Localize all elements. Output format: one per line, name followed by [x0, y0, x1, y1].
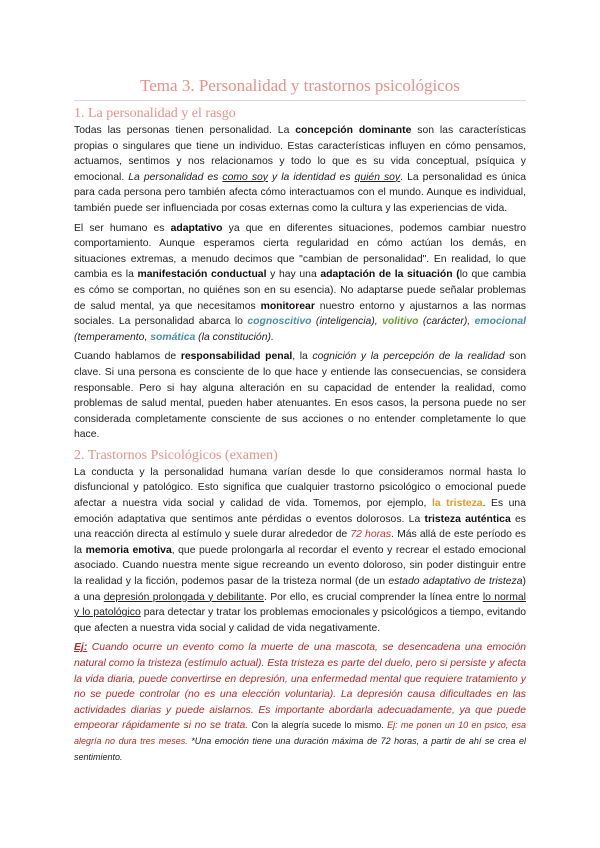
term-emocional: emocional	[474, 316, 526, 328]
term-responsabilidad-penal: responsabilidad penal	[180, 351, 293, 363]
term-volitivo: volitivo	[382, 316, 419, 328]
term-72-horas: 72 horas	[350, 529, 392, 541]
term-memoria-emotiva: memoria emotiva	[85, 544, 172, 556]
term-monitorear: monitorear	[260, 300, 315, 312]
section-1-paragraph-2: El ser humano es adaptativo ya que en diferentes situaciones, podemos cambiar nuestro comportamiento. Aunque esperamos cierta regularidad en cómo actúan los demás, en situaciones extremas, a menudo decimos que "cambian de personalidad". En realidad, lo que cambia es la manifestación conductual y hay una adaptación de la situación (lo que cambia es cómo se comportan, no quiénes son en su esencia). No adaptarse puede señalar problemas de salud mental, ya que necesitamos monitorear nuestro entorno y ajustarnos a las normas sociales. La personalidad abarca lo cognoscitivo (inteligencia), volitivo (carácter), emocional (temperamento, somática (la constitución).	[74, 222, 527, 343]
term-adaptacion-situacion: adaptación de la situación (	[320, 269, 460, 281]
term-somatica: somática	[150, 331, 196, 343]
section-1-paragraph-1: Todas las personas tienen personalidad. La concepción dominante son las características propias o singulares que tiene un individuo. Estas características influyen en cómo pensamos, actuamos, sentimos y nos relacionamos y todo lo que es su vida conceptual, psíquica y emocional. La personalidad es como soy y la identidad es quién soy. La personalidad es única para cada persona pero también afecta cómo interactuamos con el mundo. Aunque es individual, también puede ser influenciada por cosas externas como la cultura y las experiencias de vida.	[74, 125, 527, 214]
term-adaptativo: adaptativo	[170, 222, 223, 234]
term-tristeza-autentica: tristeza auténtica	[424, 513, 511, 525]
term-concepcion-dominante: concepción dominante	[295, 125, 412, 136]
example-label: Ej:	[74, 642, 88, 654]
section-2-heading: 2. Trastornos Psicológicos (examen)	[74, 447, 278, 463]
page-title: Tema 3. Personalidad y trastornos psicológicos	[140, 76, 460, 95]
term-manifestacion-conductual: manifestación conductual	[137, 269, 267, 281]
section-2-paragraph-1: La conducta y la personalidad humana varían desde lo que consideramos normal hasta lo disfuncional y patológico. Esto significa que cualquier trastorno psicológico o emocional puede afectar a nuestra vida social y calidad de vida. Tomemos, por ejemplo, la tristeza. Es una emoción adaptativa que sentimos ante pérdidas o eventos dolorosos. La tristeza auténtica es una reacción directa al estímulo y suele durar alrededor de 72 horas. Más allá de este período es la memoria emotiva, que puede prolongarla al recordar el evento y recrear el estado emocional asociado. Cuando nuestra mente sigue recreando un evento doloroso, sin poder distinguir entre la realidad y la ficción, podemos pasar de la tristeza normal (de un estado adaptativo de tristeza) a una depresión prolongada y debilitante. Por ello, es crucial comprender la línea entre lo normal y lo patológico para detectar y tratar los problemas emocionales y psicológicos a tiempo, evitando que afecten a nuestra vida social y calidad de vida negativamente.	[74, 466, 527, 634]
document-body	[74, 103, 526, 769]
term-cognoscitivo: cognoscitivo	[247, 316, 312, 328]
section-1-paragraph-3: Cuando hablamos de responsabilidad penal, la cognición y la percepción de la realidad son clave. Si una persona es consciente de lo que hace y entiende las consecuencias, se considera responsable. Pero si hay alguna alteración en su capacidad de entender la realidad, como problemas de salud mental, pueden haber atenuantes. En esos casos, la persona puede no ser considerada completamente consciente de sus acciones o no entender completamente lo que hace.	[74, 351, 527, 441]
title-divider	[74, 100, 526, 101]
section-1-heading: 1. La personalidad y el rasgo	[74, 106, 236, 121]
example-paragraph: Ej: Cuando ocurre un evento como la muerte de una mascota, se desencadena una emoción natural como la tristeza (estímulo actual). Esta tristeza es parte del duelo, pero si persiste y afecta la vida diaria, puede convertirse en depresión, una enfermedad mental que requiere tratamiento y no se puede controlar (no es una elección voluntaria). La depresión causa dificultades en las actividades diarias y puede aislarnos. Es importante abordarla adecuadamente, ya que puede empeorar rápidamente si no se trata. Con la alegría sucede lo mismo. Ej: me ponen un 10 en psico, esa alegría no dura tres meses. *Una emoción tiene una duración máxima de 72 horas, a partir de ahí se crea el sentimiento.	[74, 642, 527, 762]
term-la-tristeza: la tristeza	[431, 498, 483, 510]
example-note: Con la alegría sucede lo mismo. Ej: me ponen un 10 en psico, esa alegría no dura tres meses. *Una emoción tiene una duración máxima de 72 horas, a partir de ahí se crea el sentimiento.	[74, 720, 527, 762]
